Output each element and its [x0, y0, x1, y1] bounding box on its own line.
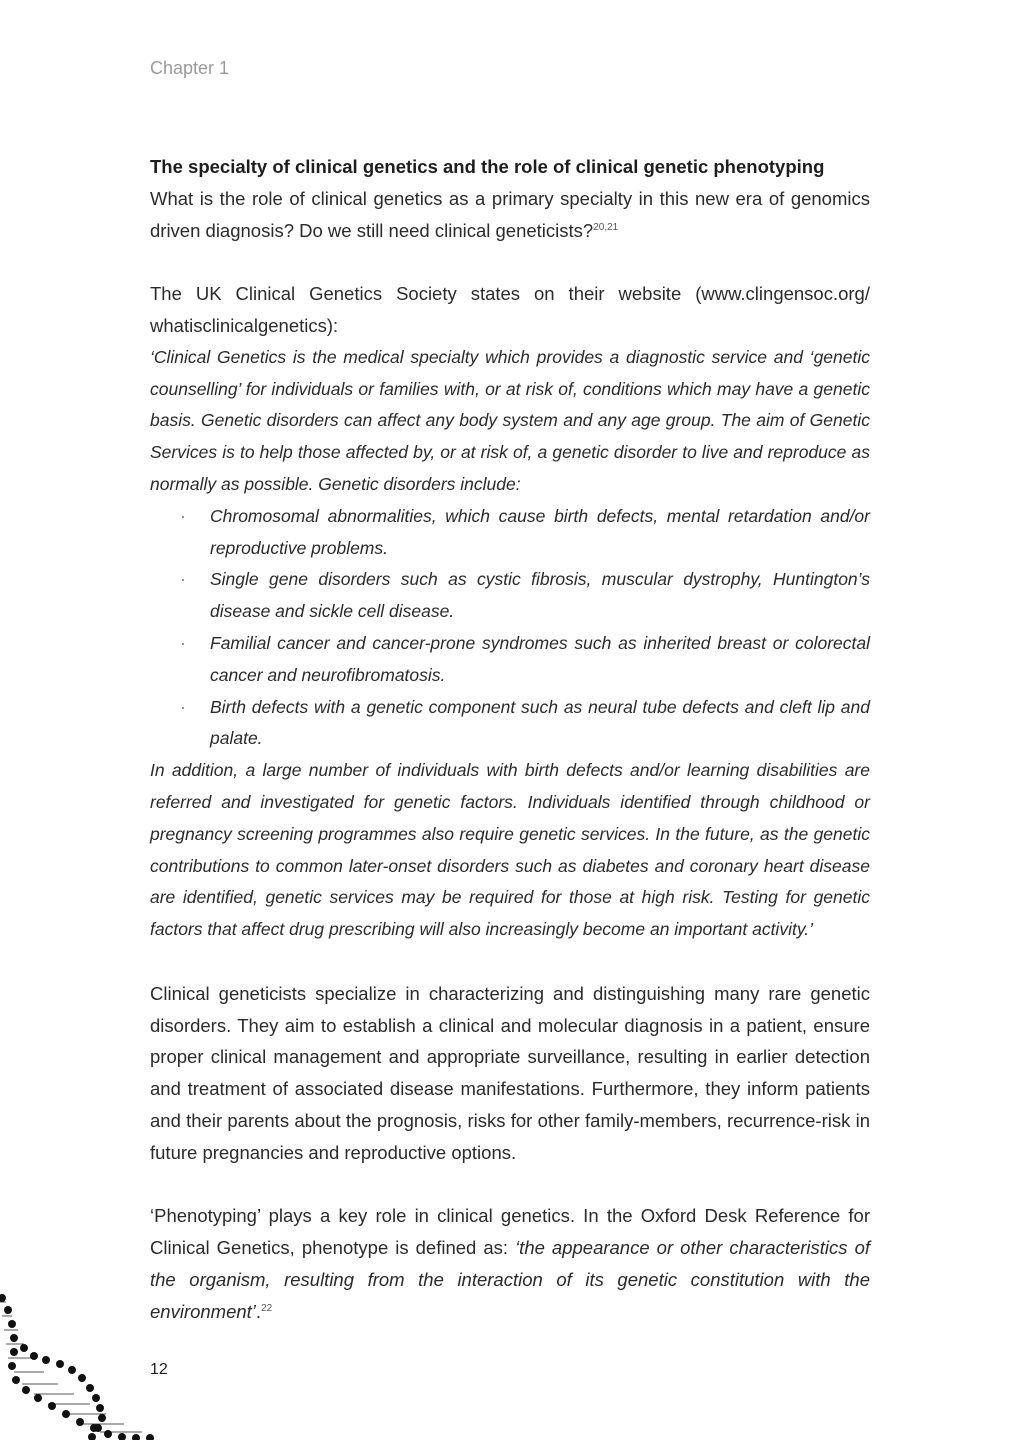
quote-intro: ‘Clinical Genetics is the medical specialty which provides a diagnostic service and ‘genetic counselling’ for individuals or families with, or at risk of, conditions which may have a genetic basis. Genetic disorders can affect any body system and any age group. The aim of Genetic Services is to help those affected by, or at risk of, a genetic disorder to live and reproduce as normally as possible. Genetic disorders include:	[150, 346, 870, 494]
phenotyping-lead: ‘Phenotyping’ plays a key role in clinical genetics. In the Oxford Desk Reference for Clinical Genetics, phenotype is defined as:	[150, 1205, 870, 1259]
page-body	[150, 151, 870, 1327]
phenotyping-end: .	[255, 1300, 262, 1322]
phenotype-definition: ‘the appearance or other characteristics of the organism, resulting from the interaction of its genetic constitution with the environment’	[150, 1237, 870, 1322]
phenotyping-reference: 22	[261, 1302, 273, 1314]
quote-outro: In addition, a large number of individuals with birth defects and/or learning disabilities are referred and investigated for genetic factors. Individuals identified through childhood or pregnancy screening programmes also require genetic services. In the future, as the genetic contributions to common later-onset disorders such as diabetes and coronary heart disease are identified, genetic services may be required for those at high risk. Testing for genetic factors that affect drug prescribing will also increasingly become an important activity.’	[150, 760, 870, 940]
intro-paragraph	[150, 183, 870, 247]
list-item: · Single gene disorders such as cystic fibrosis, muscular dystrophy, Huntington’s disease and sickle cell disease.	[210, 564, 870, 628]
intro-text: What is the role of clinical genetics as a primary specialty in this new era of genomics driven diagnosis? Do we still need clinical geneticists?	[150, 187, 870, 241]
paragraph-gap	[150, 946, 870, 978]
running-head: Chapter 1	[150, 58, 230, 78]
list-item: · Familial cancer and cancer-prone syndromes such as inherited breast or colorectal cancer and neurofibromatosis.	[210, 628, 870, 692]
intro-reference: 20,21	[593, 221, 619, 233]
list-item: · Chromosomal abnormalities, which cause birth defects, mental retardation and/or reproductive problems.	[210, 501, 870, 565]
geneticists-paragraph: Clinical geneticists specialize in characterizing and distinguishing many rare genetic disorders. They aim to establish a clinical and molecular diagnosis in a patient, ensure proper clinical management and appropriate surveillance, resulting in earlier detection and treatment of associated disease manifestations. Furthermore, they inform patients and their parents about the prognosis, risks for other family-members, recurrence-risk in future pregnancies and reproductive options.	[150, 982, 870, 1163]
paragraph-gap	[150, 1169, 870, 1201]
dna-helix-decoration	[0, 1290, 170, 1440]
list-item: · Birth defects with a genetic component such as neural tube defects and cleft lip and palate.	[210, 692, 870, 756]
page-number: 12	[150, 1361, 168, 1378]
paragraph-gap	[150, 246, 870, 278]
section-heading: The specialty of clinical genetics and the role of clinical genetic phenotyping	[150, 156, 825, 177]
disorders-list	[150, 501, 870, 755]
phenotyping-paragraph	[150, 1200, 870, 1327]
dna-strand-a	[0, 1294, 154, 1440]
society-statement: The UK Clinical Genetics Society states on their website (www.clingensoc.org/ whatisclinicalgenetics):	[150, 283, 870, 336]
